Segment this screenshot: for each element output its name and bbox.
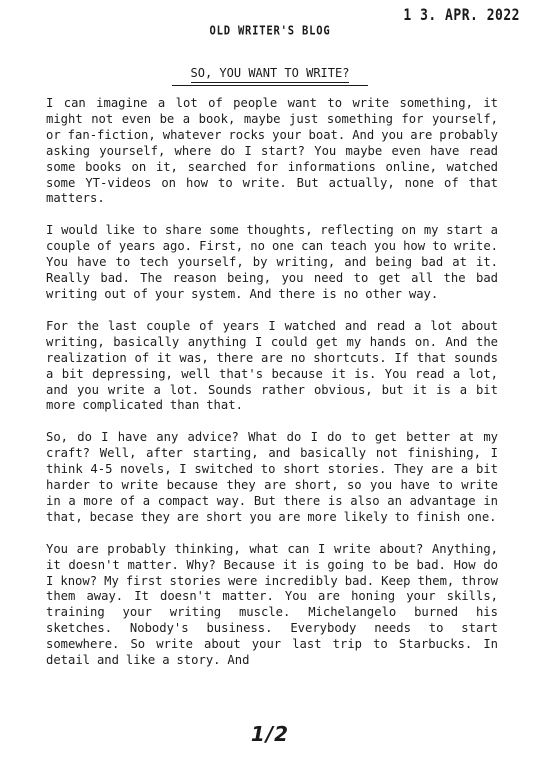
article-title-block [0, 64, 540, 86]
page-number: 1/2 [250, 722, 290, 746]
article-title: SO, YOU WANT TO WRITE? [191, 66, 350, 83]
paragraph-5: You are probably thinking, what can I write about? Anything, it doesn't matter. Why? Because it is going to be bad. How do I know? My first stories were incredibly bad. Keep them, throw them away. It doesn't matter. You are honing your skills, training your writing muscle. Michelangelo burned his sketches. Nobody's business. Everybody needs to start somewhere. So write about your last trip to Starbucks. In detail and like a story. And [46, 541, 498, 668]
paragraph-3: For the last couple of years I watched and read a lot about writing, basically anything I could get my hands on. And the realization of it was, there are no shortcuts. If that sounds a bit depressing, well that's because it is. You read a lot, and you write a lot. Sounds rather obvious, but it is a bit more complicated than that. [46, 318, 498, 413]
article-body [46, 96, 498, 685]
blog-name: OLD WRITER'S BLOG [209, 24, 331, 38]
paragraph-4: So, do I have any advice? What do I do to get better at my craft? Well, after starting, and basically not finishing, I think 4-5 novels, I switched to short stories. They are a bit harder to write because they are short, so you have to write in a more of a compact way. But there is also an advantage in that, becase they are short you are more likely to finish one. [46, 430, 498, 524]
title-underline-rule [172, 85, 368, 86]
paragraph-2: I would like to share some thoughts, reflecting on my start a couple of years ago. First, no one can teach you how to write. You have to tech yourself, by writing, and being bad at it. Really bad. The reason being, you need to get all the bad writing out of your system. And there is no other way. [46, 223, 498, 301]
date-stamp: 1 3. APR. 2022 [403, 6, 520, 25]
paragraph-1: I can imagine a lot of people want to write something, it might not even be a book, maybe just something for yourself, or fan-fiction, whatever rocks your boat. And you are probably asking yourself, where do I start? You maybe even have read some books on it, searched for informations online, watched some YT-videos on how to write. But actually, none of that matters. [46, 96, 498, 206]
